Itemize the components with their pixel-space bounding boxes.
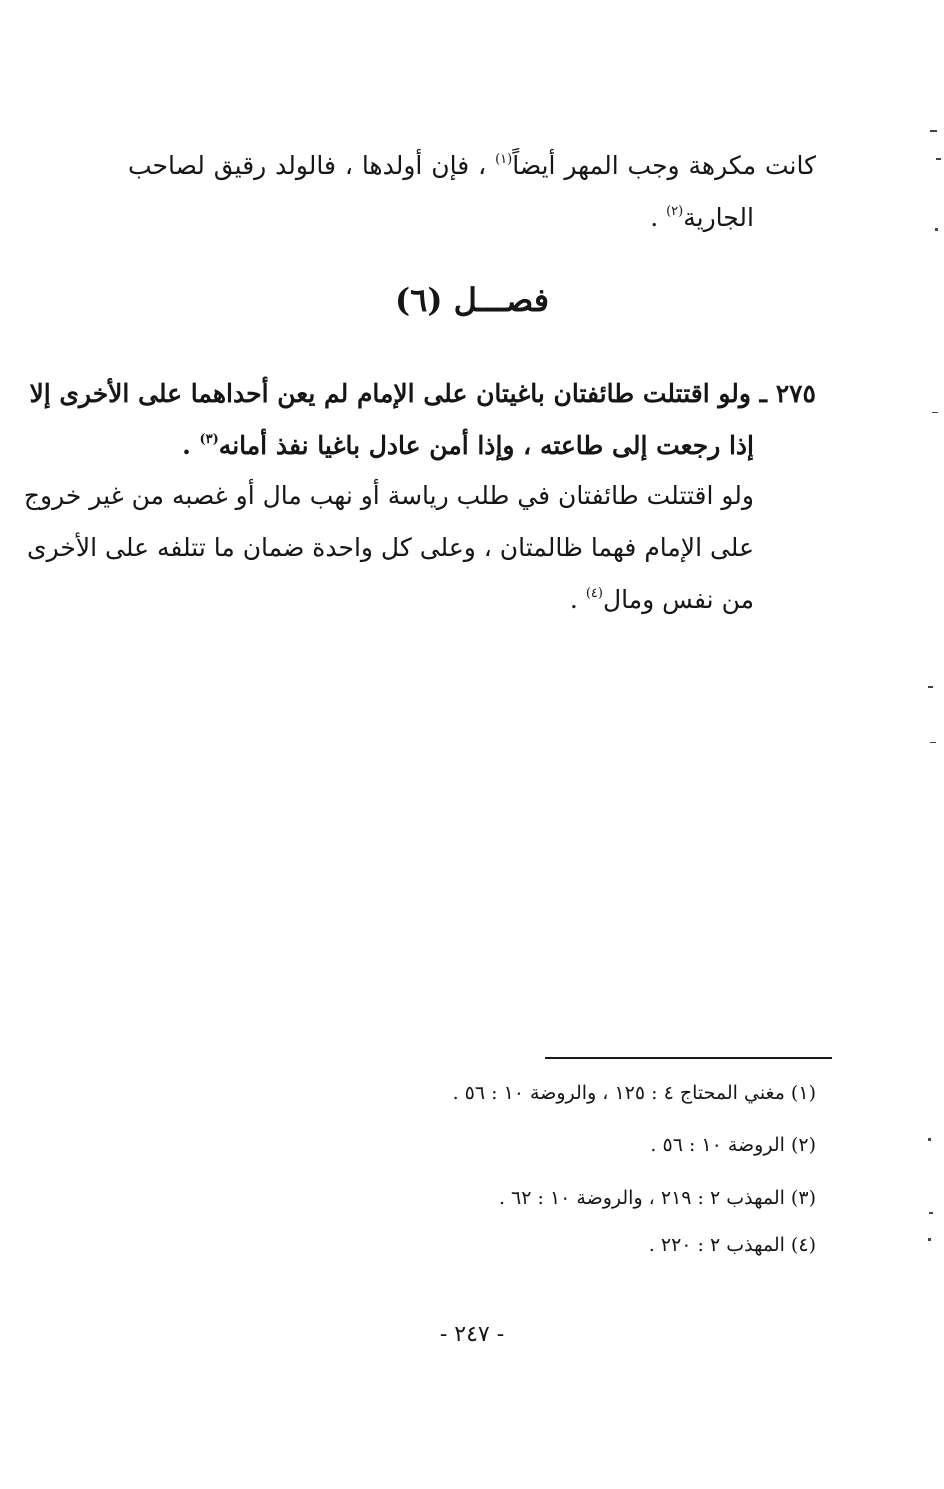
edge-mark bbox=[936, 158, 941, 160]
continuation-line-2 bbox=[650, 202, 754, 234]
continuation-text-1: كانت مكرهة وجب المهر أيضاً bbox=[512, 151, 817, 180]
continuation-line-1 bbox=[128, 150, 816, 182]
edge-mark bbox=[930, 742, 936, 743]
edge-mark bbox=[928, 686, 933, 688]
page-number: - ٢٤٧ - bbox=[439, 1322, 505, 1347]
paragraph-2-line-3 bbox=[570, 584, 754, 616]
footnote-4: (٤) المهذب ٢ : ٢٢٠ . bbox=[648, 1234, 816, 1256]
edge-mark bbox=[928, 1238, 931, 1241]
paragraph-2-text-2: على الإمام فهما ظالمتان ، وعلى كل واحدة ضمان ما تتلفه على الأخرى bbox=[27, 533, 754, 562]
footnote-ref-2[interactable]: (٢) bbox=[666, 204, 684, 219]
footnote-3: (٣) المهذب ٢ : ٢١٩ ، والروضة ١٠ : ٦٢ . bbox=[498, 1187, 816, 1209]
continuation-text-1-rest: ، فإن أولدها ، فالولد رقيق لصاحب bbox=[128, 151, 487, 180]
edge-mark bbox=[930, 130, 937, 132]
edge-mark bbox=[929, 1212, 933, 1214]
footnote-ref-3[interactable]: (٣) bbox=[199, 432, 219, 447]
paragraph-2-text-3: من نفس ومال bbox=[602, 585, 754, 614]
section-heading: فصـــل (٦) bbox=[394, 281, 549, 319]
item-275-text-2-rest: . bbox=[182, 431, 191, 460]
footnote-ref-1[interactable]: (١) bbox=[495, 152, 513, 167]
item-275-line-2 bbox=[182, 430, 754, 462]
item-275-line-1 bbox=[29, 378, 816, 410]
paragraph-2-line-1 bbox=[23, 480, 754, 512]
edge-mark bbox=[932, 412, 938, 413]
item-number: ٢٧٥ ـ bbox=[759, 379, 816, 408]
footnote-separator bbox=[545, 1057, 832, 1059]
paragraph-2-line-2 bbox=[27, 532, 754, 564]
edge-mark bbox=[928, 1138, 931, 1141]
paragraph-2-text-3-rest: . bbox=[569, 585, 578, 614]
paragraph-2-text-1: ولو اقتتلت طائفتان في طلب رياسة أو نهب مال أو غصبه من غير خروج bbox=[23, 481, 754, 510]
footnote-1: (١) مغني المحتاج ٤ : ١٢٥ ، والروضة ١٠ : ٥٦ . bbox=[452, 1082, 816, 1104]
footnote-ref-4[interactable]: (٤) bbox=[585, 586, 603, 601]
item-275-text-2: إذا رجعت إلى طاعته ، وإذا أمن عادل باغيا نفذ أمانه bbox=[218, 431, 754, 460]
edge-mark bbox=[935, 228, 938, 231]
footnote-2: (٢) الروضة ١٠ : ٥٦ . bbox=[650, 1134, 816, 1156]
item-275-text-1: ولو اقتتلت طائفتان باغيتان على الإمام لم يعن أحداهما على الأخرى إلا bbox=[29, 379, 751, 408]
continuation-text-2-rest: . bbox=[650, 203, 659, 232]
continuation-text-2: الجارية bbox=[683, 203, 754, 232]
